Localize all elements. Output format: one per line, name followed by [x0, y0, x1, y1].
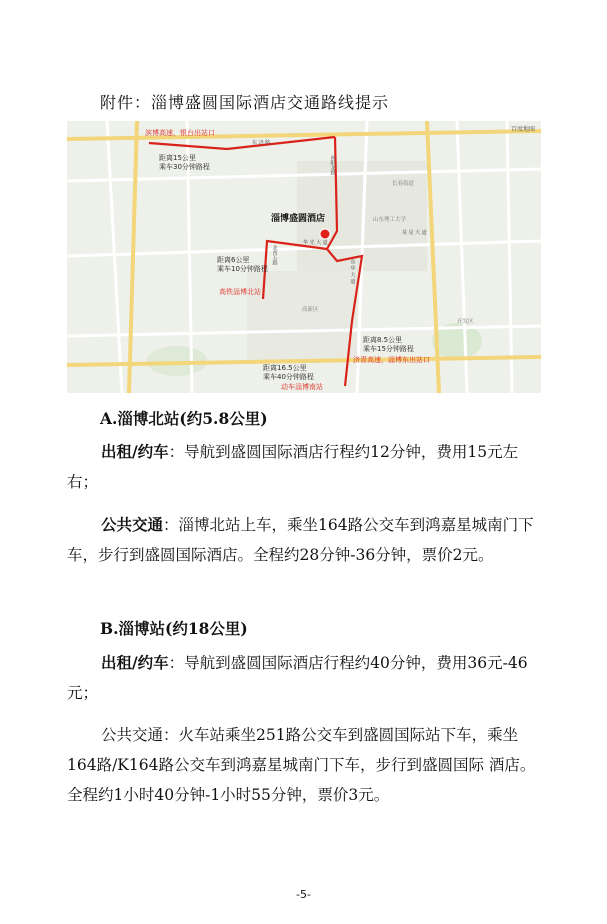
label-dist85: 距离8.5公里	[363, 336, 403, 344]
label-dist165: 距离16.5公里	[263, 364, 307, 372]
label-road-right: 昊 星 大 道	[402, 230, 427, 236]
label-road-v3: 东 华 大 道	[349, 259, 356, 284]
label-time15: 乘车15分钟路程	[363, 345, 414, 353]
label-school: 山东理工大学	[373, 217, 407, 223]
label-time10: 乘车10分钟路程	[217, 265, 268, 273]
route-map	[67, 121, 541, 393]
section-a-bus	[67, 510, 547, 570]
label-road-v1: 向阳北路	[329, 155, 336, 175]
label-time30: 乘车30分钟路程	[159, 163, 210, 171]
label-dist15: 距离15公里	[159, 154, 196, 162]
section-b-taxi	[67, 648, 547, 708]
section-a-taxi-label: 出租/约车	[101, 442, 169, 461]
section-a-taxi	[67, 437, 547, 497]
page-number: -5-	[296, 888, 311, 901]
section-a-heading: A.淄博北站(约5.8公里)	[100, 409, 268, 428]
label-south-exit: 济青高速，淄博东出站口	[353, 356, 430, 364]
label-place-1: 长春街道	[392, 181, 415, 187]
label-road-v2: 北西五路	[271, 245, 278, 265]
section-b-heading: B.淄博站(约18公里)	[100, 619, 248, 638]
attachment-title: 附件：淄博盛圆国际酒店交通路线提示	[100, 93, 390, 112]
section-b-taxi-label: 出租/约车	[101, 653, 169, 672]
label-road-dl: 华 光 大 道	[303, 240, 328, 246]
label-dist6: 距离6公里	[217, 256, 250, 264]
section-a-bus-label: 公共交通	[101, 515, 164, 534]
label-place-3: 开发区	[457, 319, 474, 325]
label-north-station: 高铁淄博北站	[219, 288, 261, 296]
section-b-taxi-text: ：导航到盛圆国际酒店行程约40分钟，费用36元-46元；	[67, 654, 528, 702]
section-a-taxi-text: ：导航到盛圆国际酒店行程约12分钟，费用15元左右；	[67, 443, 519, 491]
label-road-east: 东 济 路	[252, 140, 271, 146]
section-a-bus-text: ：淄博北站上车，乘坐164路公交车到鸿嘉星城南门下车，步行到盛圆国际酒店。全程约28分钟-36分钟，票价2元。	[67, 516, 534, 564]
label-time40: 乘车40分钟路程	[263, 373, 314, 381]
label-hotel: 淄博盛圆酒店	[271, 214, 326, 224]
map-canvas	[67, 121, 541, 393]
label-south-station: 动车淄博南站	[281, 383, 323, 391]
label-place-2: 高新区	[302, 307, 319, 313]
map-brand: 百度地图	[510, 126, 535, 133]
label-north-exit: 滨博高速，银台出站口	[145, 129, 215, 137]
section-b-bus: 公共交通：火车站乘坐251路公交车到盛圆国际站下车，乘坐164路/K164路公交车到鸿嘉星城南门下车，步行到盛圆国际 酒店。全程约1小时40分钟-1小时55分钟，票价3元。	[67, 726, 536, 804]
